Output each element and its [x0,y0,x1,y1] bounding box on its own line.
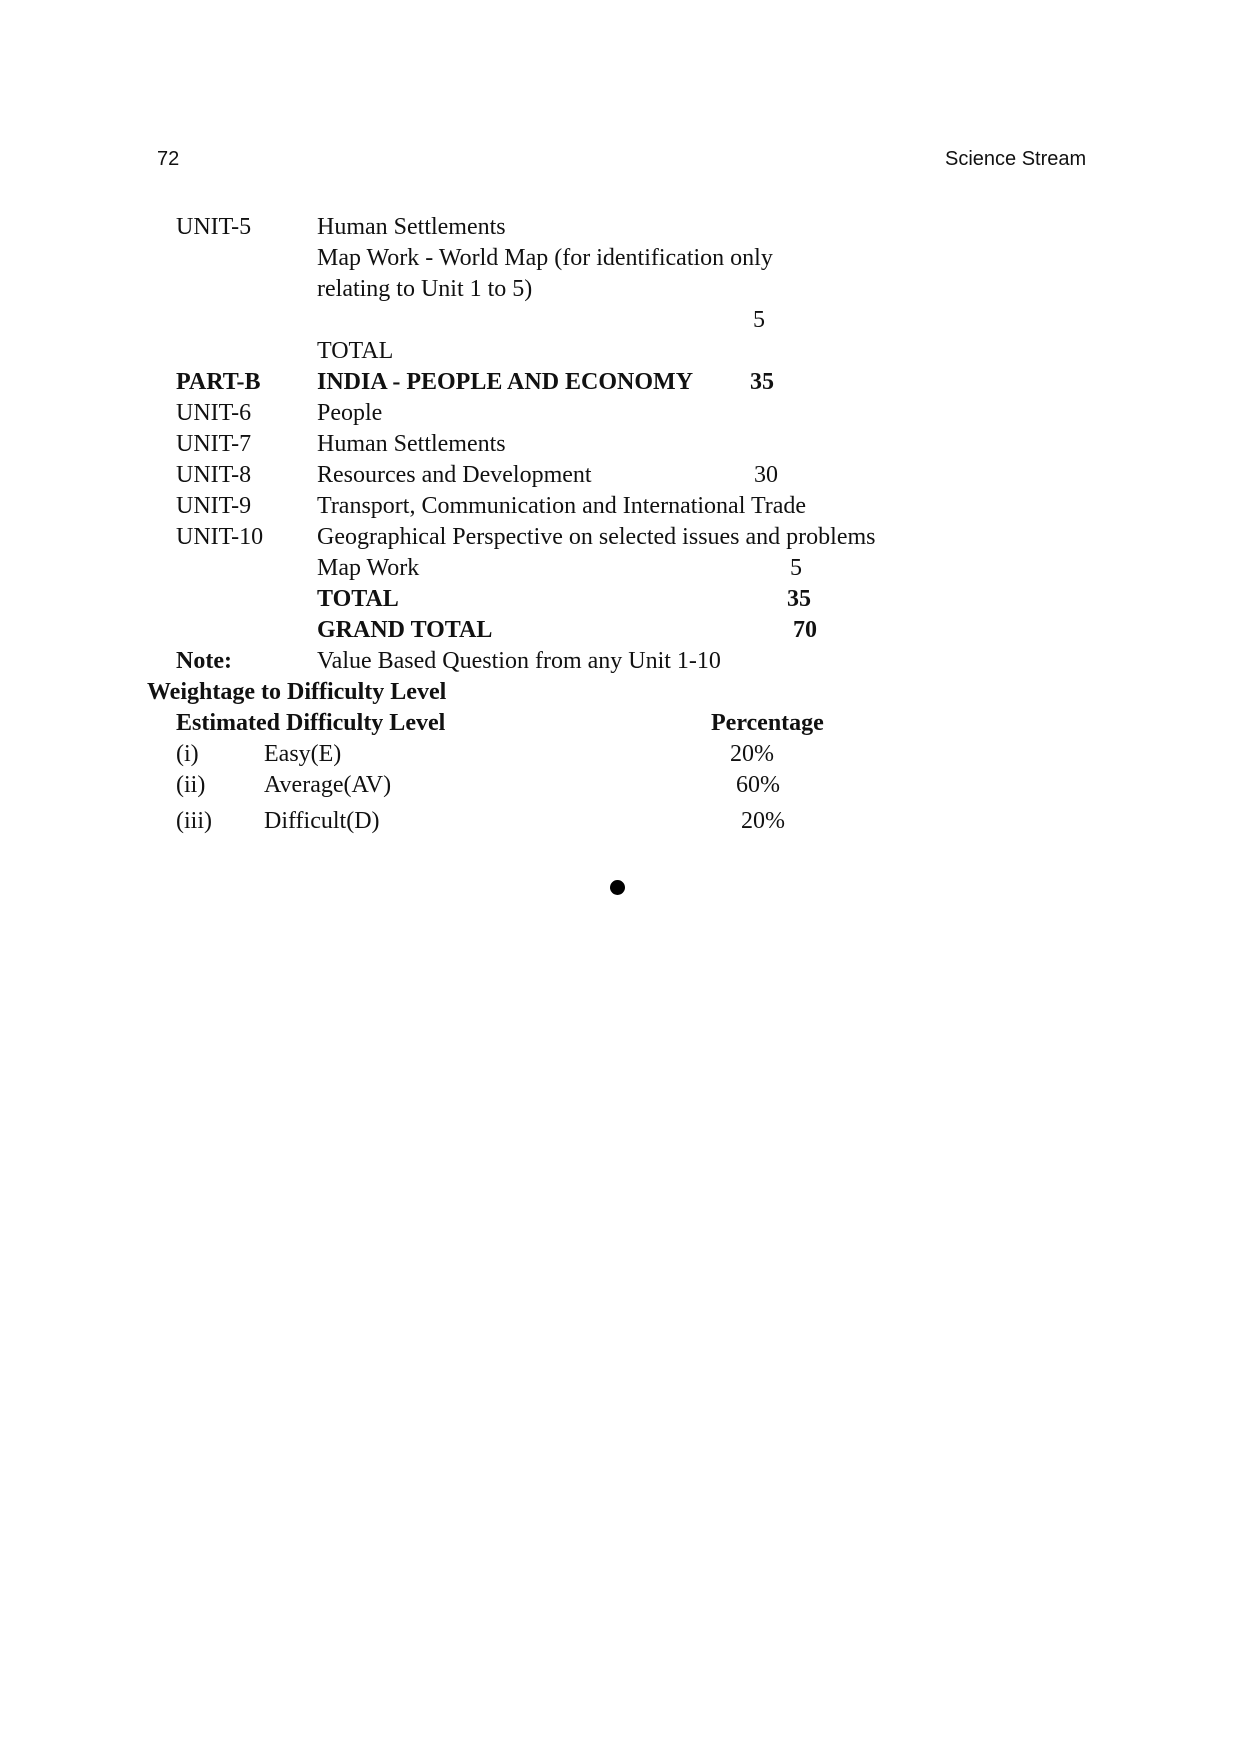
part-b-marks: 35 [750,369,774,395]
note-label: Note: [176,648,232,674]
difficulty-level-header: Estimated Difficulty Level [176,710,446,736]
difficulty-row-level: Easy(E) [264,741,342,767]
difficulty-heading: Weightage to Difficulty Level [147,679,447,705]
page-number: 72 [157,148,180,170]
unit-code: UNIT-7 [176,431,252,457]
difficulty-row-num: (ii) [176,772,206,798]
unit-title: Geographical Perspective on selected issues and problems [317,524,876,550]
end-bullet-icon [610,880,625,895]
unit-title: People [317,400,383,426]
total-marks: 35 [787,586,811,612]
grand-total-label: GRAND TOTAL [317,617,493,643]
part-b-title: INDIA - PEOPLE AND ECONOMY [317,369,694,395]
unit-code: UNIT-10 [176,524,264,550]
difficulty-row-percentage: 60% [736,772,780,798]
difficulty-row-percentage: 20% [730,741,774,767]
stream-title: Science Stream [945,148,1087,170]
note-text: Value Based Question from any Unit 1-10 [317,648,721,674]
unit5-code: UNIT-5 [176,214,252,240]
unit5-total-label: TOTAL [317,338,394,364]
difficulty-row-level: Difficult(D) [264,808,380,834]
total-label: TOTAL [317,586,399,612]
unit5-map-marks: 5 [753,307,765,333]
difficulty-row-percentage: 20% [741,808,785,834]
percentage-header: Percentage [711,710,824,736]
unit-code: UNIT-9 [176,493,252,519]
map-work-label: Map Work [317,555,420,581]
difficulty-row-level: Average(AV) [264,772,392,798]
map-work-marks: 5 [790,555,802,581]
part-b-code: PART-B [176,369,261,395]
unit-title: Resources and Development [317,462,592,488]
unit5-map-work-line2: relating to Unit 1 to 5) [317,276,533,302]
grand-total-marks: 70 [793,617,817,643]
unit-title: Transport, Communication and International Trade [317,493,807,519]
difficulty-row-num: (iii) [176,808,212,834]
unit-marks: 30 [754,462,778,488]
unit-title: Human Settlements [317,431,506,457]
unit-code: UNIT-8 [176,462,252,488]
difficulty-row-num: (i) [176,741,199,767]
unit-code: UNIT-6 [176,400,252,426]
unit5-map-work-line1: Map Work - World Map (for identification only [317,245,773,271]
unit5-title: Human Settlements [317,214,506,240]
